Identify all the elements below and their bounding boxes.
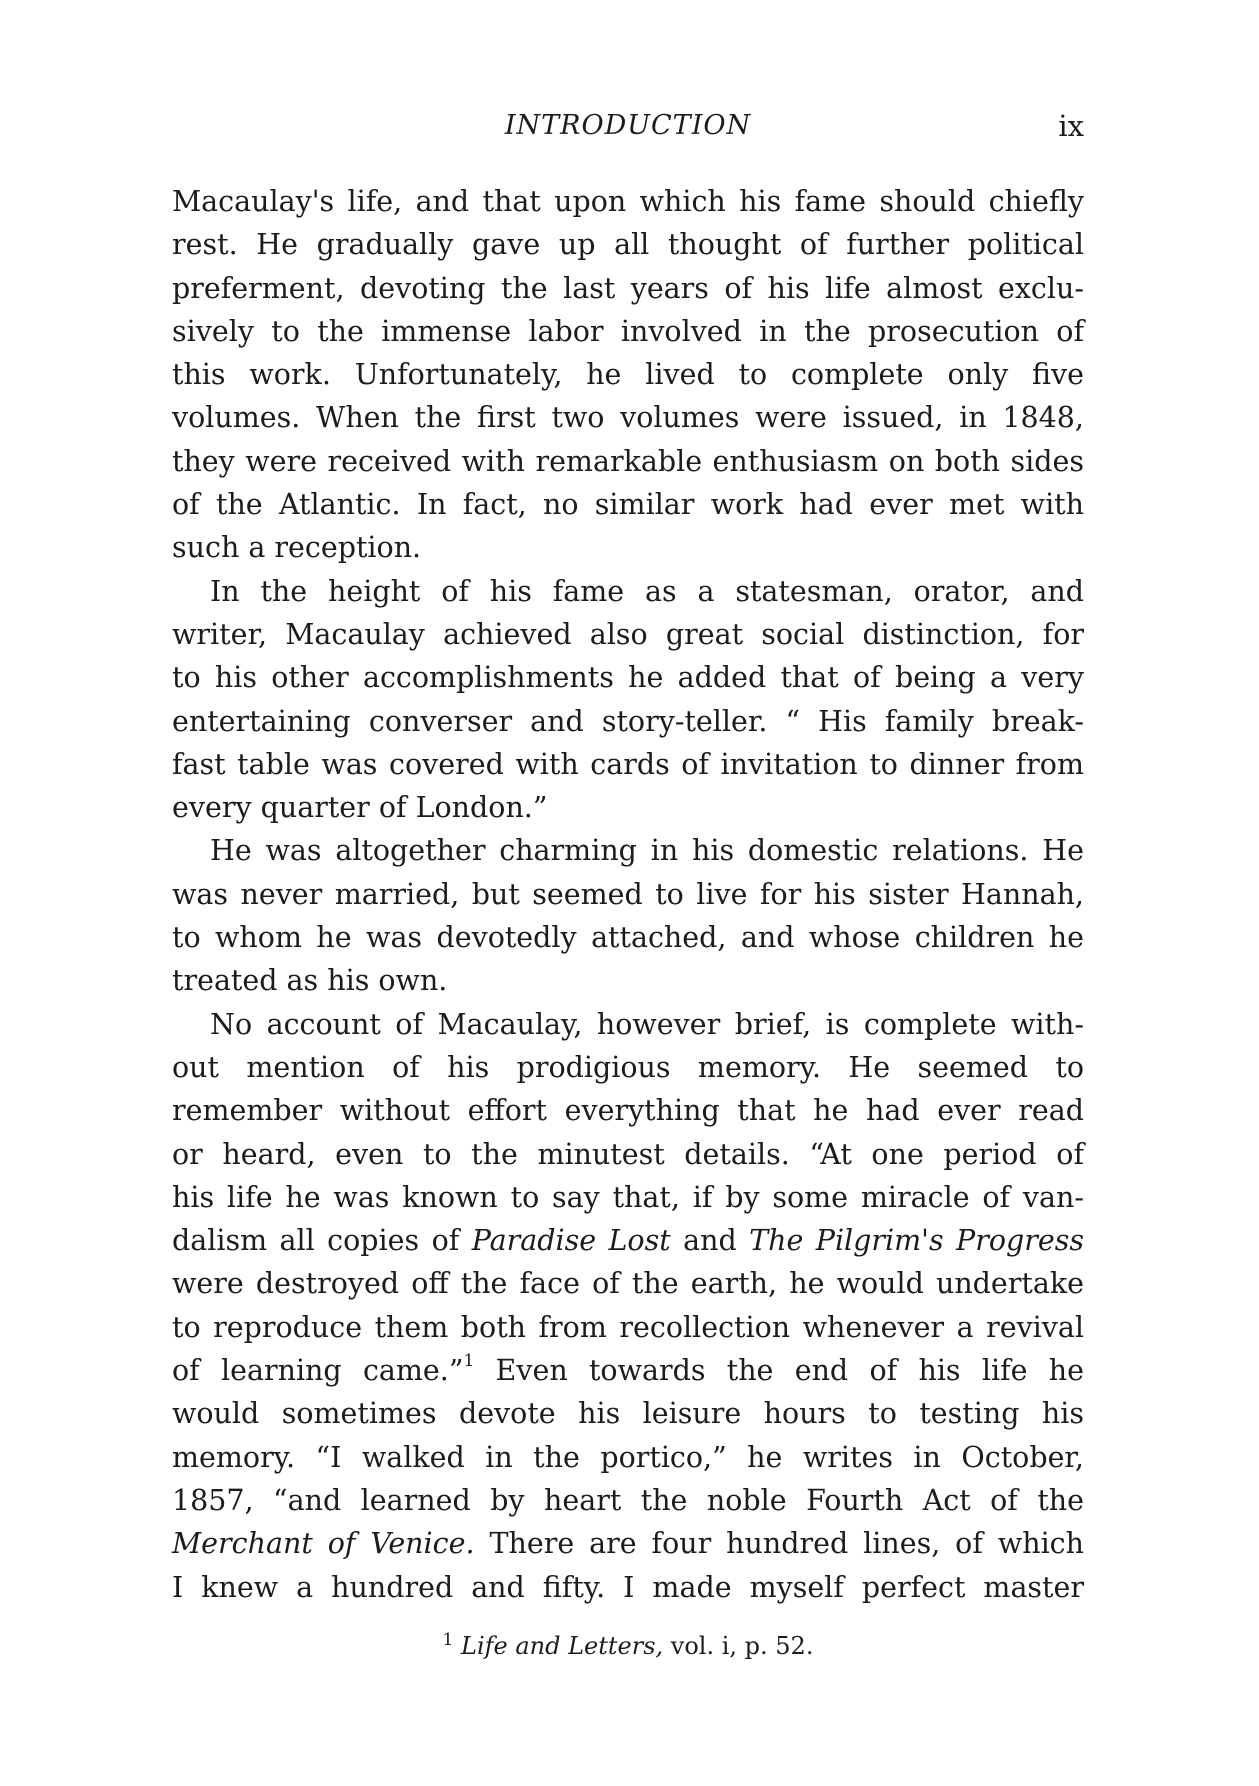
footnote — [172, 1628, 1084, 1664]
text-line: treated as his own. — [172, 964, 448, 998]
text-line: I knew a hundred and fifty. I made myself perfect master — [172, 1570, 1084, 1604]
text-line: such a reception. — [172, 531, 422, 565]
text-line: preferment, devoting the last years of his life almost exclu- — [172, 271, 1084, 305]
text-fragment: of learning came.” — [172, 1354, 464, 1388]
footnote-mark: 1 — [442, 1630, 454, 1650]
page-number: ix — [1058, 109, 1084, 143]
work-title-paradise-lost: Paradise Lost — [471, 1224, 671, 1258]
text-line: In the height of his fame as a statesman, orator, and — [210, 574, 1084, 608]
text-line: or heard, even to the minutest details. “At one period of — [172, 1137, 1084, 1171]
text-line: was never married, but seemed to live for his sister Hannah, — [172, 877, 1084, 911]
running-head — [172, 104, 1084, 148]
work-title-pilgrims-progress: The Pilgrim's Progress — [749, 1224, 1085, 1258]
text-line-with-footnote-mark — [172, 1349, 1084, 1392]
footnote-citation: vol. i, p. 52. — [663, 1632, 814, 1660]
text-line: would sometimes devote his leisure hours to testing his — [172, 1397, 1084, 1431]
text-line: were destroyed off the face of the earth, he would undertake — [172, 1267, 1084, 1301]
text-line-with-titles — [172, 1219, 1084, 1262]
running-title: INTRODUCTION — [504, 110, 752, 141]
text-line: out mention of his prodigious memory. He seemed to — [172, 1050, 1084, 1084]
footnote-reference: 1 — [463, 1351, 475, 1372]
text-line: fast table was covered with cards of invitation to dinner from — [172, 747, 1084, 781]
text-line: entertaining converser and story-teller. “ His family break- — [172, 704, 1084, 738]
text-line: to whom he was devotedly attached, and whose children he — [172, 921, 1084, 955]
text-fragment: There are four hundred lines, of which — [474, 1527, 1084, 1561]
text-line: remember without effort everything that he had ever read — [172, 1094, 1084, 1128]
text-fragment: and — [670, 1224, 750, 1258]
footnote-source-title: Life and Letters, — [461, 1632, 664, 1660]
text-line: 1857, “and learned by heart the noble Fourth Act of the — [172, 1483, 1084, 1517]
body-text — [172, 180, 1084, 1609]
text-line: He was altogether charming in his domestic relations. He — [210, 834, 1084, 868]
text-line: sively to the immense labor involved in the prosecution of — [172, 314, 1084, 348]
text-line: of the Atlantic. In fact, no similar work had ever met with — [172, 488, 1084, 522]
text-line: volumes. When the first two volumes were issued, in 1848, — [172, 401, 1084, 435]
text-line: rest. He gradually gave up all thought of further political — [172, 228, 1084, 262]
text-line: memory. “I walked in the portico,” he writes in October, — [172, 1440, 1084, 1474]
text-line: writer, Macaulay achieved also great social distinction, for — [172, 617, 1084, 651]
text-line: every quarter of London.” — [172, 791, 548, 825]
text-line: to his other accomplishments he added that of being a very — [172, 661, 1084, 695]
text-fragment: Even towards the end of his life he — [474, 1354, 1085, 1388]
text-line: his life he was known to say that, if by some miracle of van- — [172, 1180, 1084, 1214]
text-line: to reproduce them both from recollection whenever a revival — [172, 1310, 1084, 1344]
text-line: this work. Unfortunately, he lived to complete only five — [172, 358, 1084, 392]
text-line: No account of Macaulay, however brief, is complete with- — [210, 1007, 1084, 1041]
work-title-merchant-of-venice: Merchant of Venice. — [172, 1527, 475, 1561]
text-line: Macaulay's life, and that upon which his fame should chiefly — [172, 185, 1084, 218]
text-fragment: dalism all copies of — [172, 1224, 472, 1258]
text-line: they were received with remarkable enthusiasm on both sides — [172, 444, 1084, 478]
text-line-with-title — [172, 1522, 1084, 1565]
